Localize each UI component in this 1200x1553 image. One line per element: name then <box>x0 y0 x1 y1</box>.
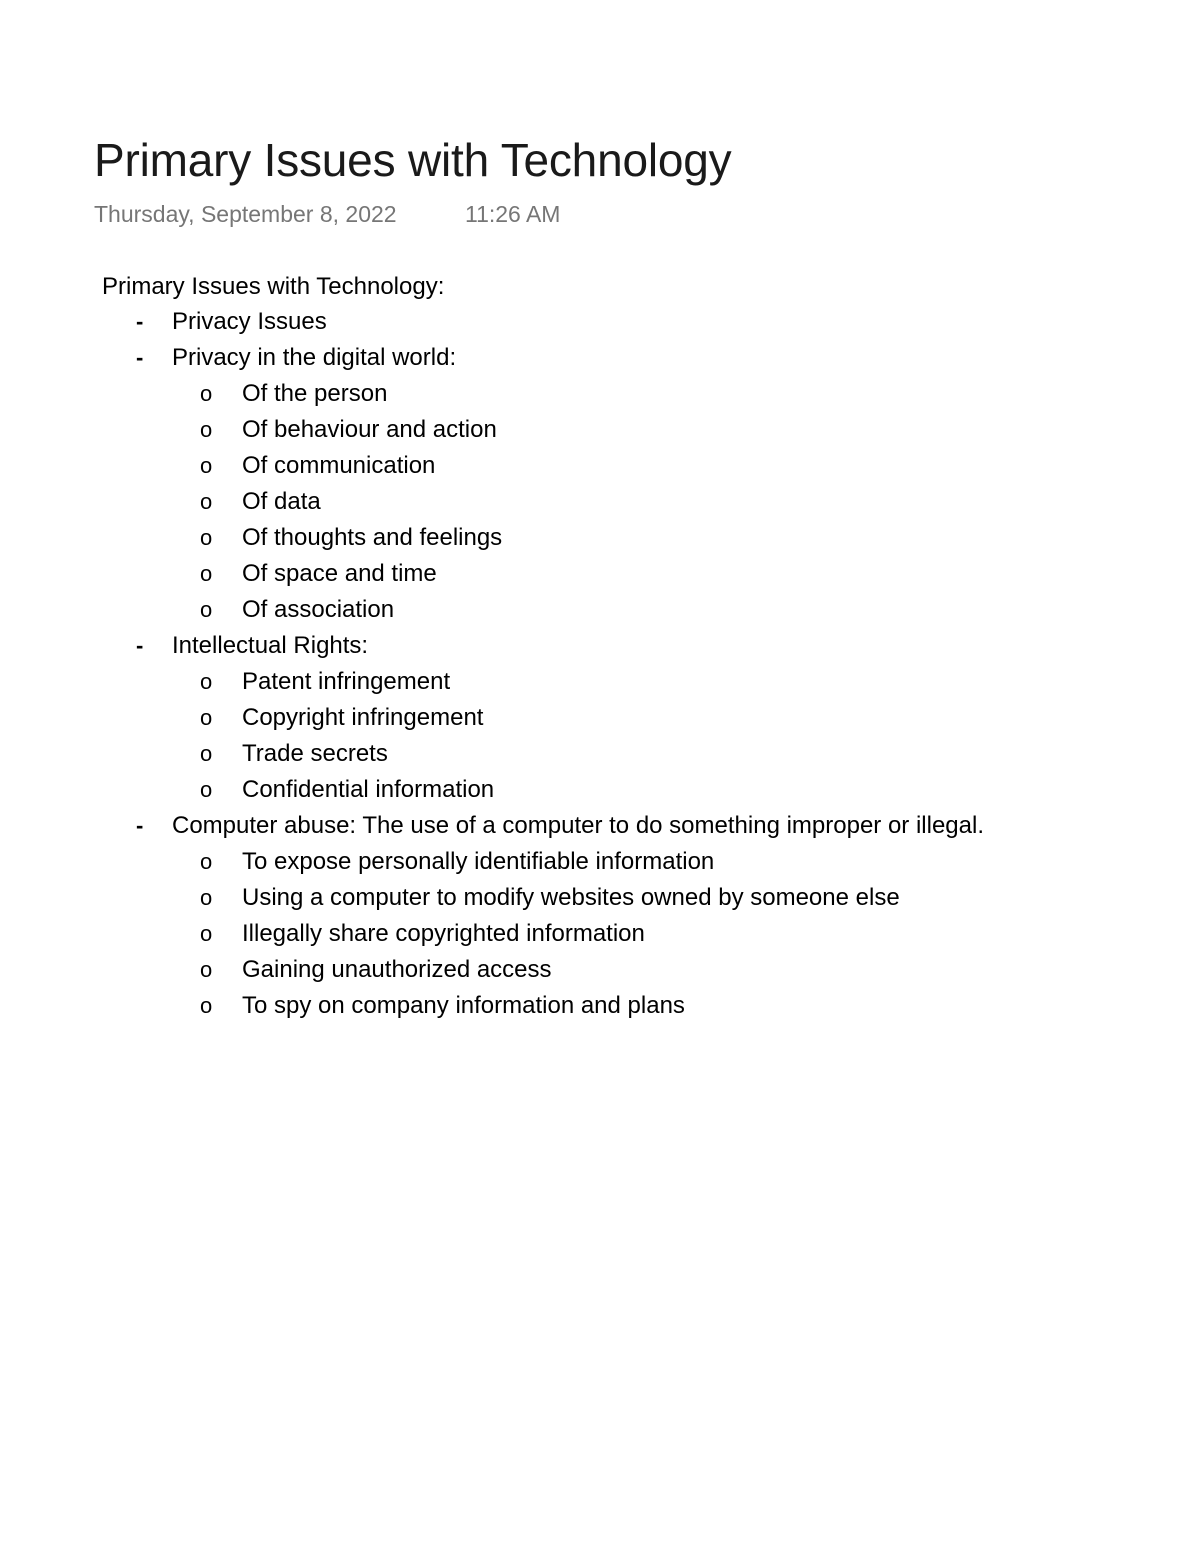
outline-heading: Primary Issues with Technology: <box>102 273 445 300</box>
sub-list-item-label: Of association <box>242 596 395 623</box>
dash-bullet-icon: - <box>136 345 144 370</box>
sub-list-item-label: Trade secrets <box>242 740 388 767</box>
sub-list-item <box>102 520 1162 556</box>
note-time: 11:26 AM <box>465 201 561 227</box>
list-item <box>102 628 1162 664</box>
list-item-label: Computer abuse: The use of a computer to do something improper or illegal. <box>172 812 984 839</box>
sub-list-item <box>102 664 1162 700</box>
sub-list-item <box>102 412 1162 448</box>
sub-list-item-label: To spy on company information and plans <box>242 992 685 1019</box>
circle-bullet-icon: o <box>200 525 213 550</box>
circle-bullet-icon: o <box>200 489 213 514</box>
sub-list-item <box>102 592 1162 628</box>
sub-list-item-label: To expose personally identifiable information <box>242 848 715 875</box>
note-date: Thursday, September 8, 2022 <box>94 201 397 227</box>
circle-bullet-icon: o <box>200 705 213 730</box>
circle-bullet-icon: o <box>200 777 213 802</box>
sub-list-item <box>102 844 1162 880</box>
sub-list-item <box>102 556 1162 592</box>
list-item <box>102 304 1162 340</box>
sub-list-item <box>102 484 1162 520</box>
circle-bullet-icon: o <box>200 597 213 622</box>
circle-bullet-icon: o <box>200 849 213 874</box>
dash-bullet-icon: - <box>136 633 144 658</box>
sub-list-item <box>102 376 1162 412</box>
circle-bullet-icon: o <box>200 921 213 946</box>
page-title: Primary Issues with Technology <box>94 134 732 186</box>
circle-bullet-icon: o <box>200 417 213 442</box>
circle-bullet-icon: o <box>200 669 213 694</box>
dash-bullet-icon: - <box>136 309 144 334</box>
sub-list-item-label: Of space and time <box>242 560 437 587</box>
sub-list-item-label: Of the person <box>242 380 388 407</box>
sub-list-item-label: Illegally share copyrighted information <box>242 920 645 947</box>
sub-list-item <box>102 916 1162 952</box>
list-item-label: Privacy Issues <box>172 308 327 335</box>
list-item <box>102 340 1162 376</box>
sub-list-item <box>102 736 1162 772</box>
circle-bullet-icon: o <box>200 381 213 406</box>
circle-bullet-icon: o <box>200 993 213 1018</box>
sub-list-item-label: Confidential information <box>242 776 495 803</box>
list-item-label: Privacy in the digital world: <box>172 344 457 371</box>
list-item <box>102 808 1162 844</box>
sub-list-item-label: Of communication <box>242 452 436 479</box>
sub-list-item-label: Patent infringement <box>242 668 451 695</box>
sub-list-item <box>102 772 1162 808</box>
note-outline <box>102 270 1162 1024</box>
dash-bullet-icon: - <box>136 813 144 838</box>
circle-bullet-icon: o <box>200 741 213 766</box>
sub-list-item-label: Copyright infringement <box>242 704 484 731</box>
circle-bullet-icon: o <box>200 957 213 982</box>
circle-bullet-icon: o <box>200 453 213 478</box>
sub-list-item <box>102 448 1162 484</box>
sub-list-item <box>102 988 1162 1024</box>
list-item-label: Intellectual Rights: <box>172 632 369 659</box>
sub-list-item-label: Of thoughts and feelings <box>242 524 503 551</box>
sub-list-item <box>102 952 1162 988</box>
circle-bullet-icon: o <box>200 885 213 910</box>
sub-list-item <box>102 880 1162 916</box>
sub-list-item <box>102 700 1162 736</box>
sub-list-item-label: Gaining unauthorized access <box>242 956 552 983</box>
circle-bullet-icon: o <box>200 561 213 586</box>
sub-list-item-label: Using a computer to modify websites owned by someone else <box>242 884 900 911</box>
sub-list-item-label: Of data <box>242 488 321 515</box>
sub-list-item-label: Of behaviour and action <box>242 416 497 443</box>
